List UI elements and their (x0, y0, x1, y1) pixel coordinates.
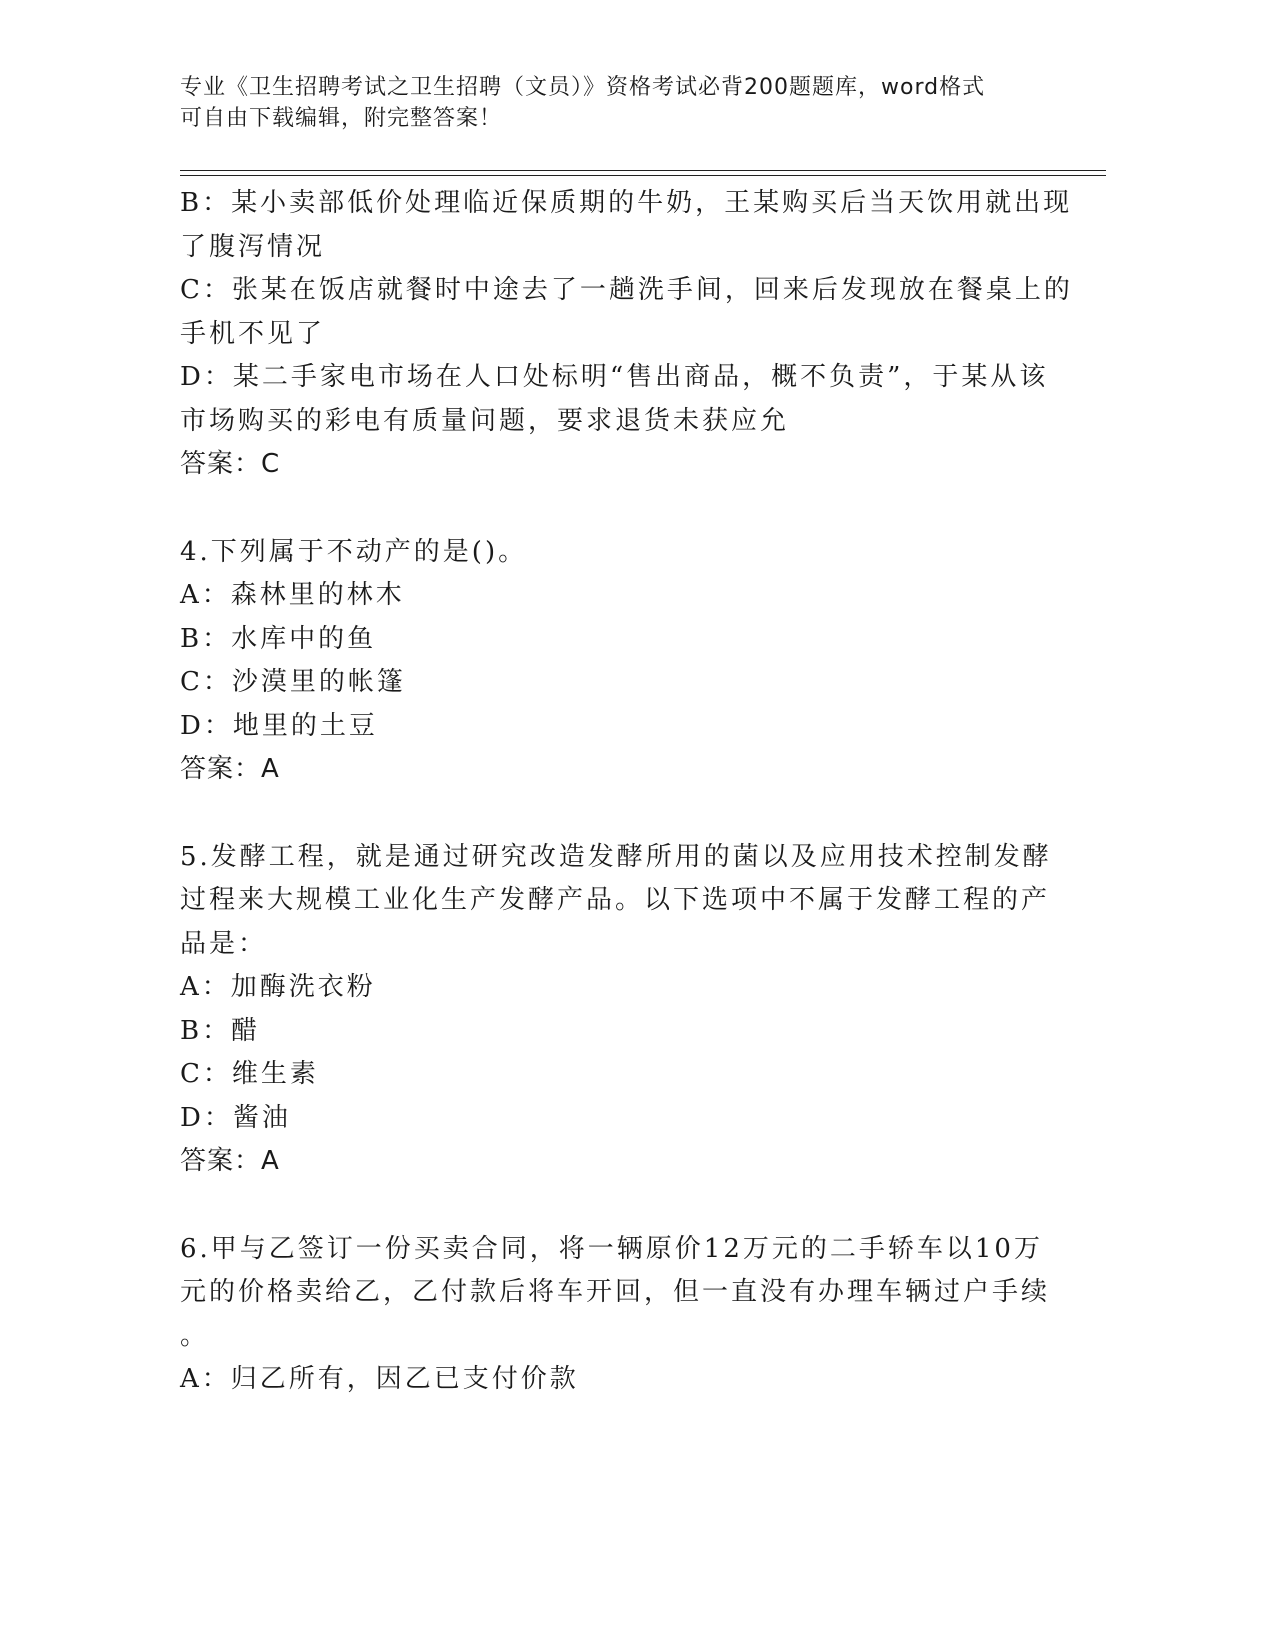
spacer (180, 487, 1050, 531)
option-d-line-1: D：某二手家电市场在人口处标明“售出商品，概不负责”，于某从该 (180, 362, 1049, 392)
question-stem-line-2: 过程来大规模工业化生产发酵产品。以下选项中不属于发酵工程的产 (180, 885, 1051, 915)
option-c-line-2: 手机不见了 (180, 318, 326, 349)
question-4 (180, 531, 1050, 792)
spacer (180, 792, 1050, 836)
option-d-line-2: 市场购买的彩电有质量问题，要求退货未获应允 (180, 405, 790, 436)
question-6 (180, 1228, 1050, 1402)
question-5 (180, 836, 1050, 1184)
question-stem-line-1: 6.甲与乙签订一份买卖合同，将一辆原价12万元的二手轿车以10万 (180, 1233, 1043, 1264)
question-stem: 4.下列属于不动产的是()。 (180, 536, 528, 567)
option-d: D：地里的土豆 (180, 710, 378, 741)
option-a: A：加酶洗衣粉 (180, 972, 376, 1002)
question-content (180, 182, 1073, 1402)
header-title-line-1: 专业《卫生招聘考试之卫生招聘（文员）》资格考试必背200题题库，word格式 (180, 75, 986, 100)
question-stem-line-1: 5.发酵工程，就是通过研究改造发酵所用的菌以及应用技术控制发酵 (180, 841, 1052, 872)
option-b: B：水库中的鱼 (180, 623, 377, 654)
answer-line: 答案：A (180, 754, 280, 784)
question-3 (180, 182, 1073, 487)
spacer (180, 1184, 1050, 1228)
option-b-line-1: B：某小卖部低价处理临近保质期的牛奶，王某购买后当天饮用就出现 (180, 188, 1073, 218)
option-c: C：维生素 (180, 1059, 319, 1089)
header-divider-bottom (180, 175, 1106, 176)
answer-line: 答案：C (180, 449, 281, 479)
option-b: B：醋 (180, 1015, 261, 1046)
question-stem-line-3: 。 (180, 1320, 210, 1351)
option-b-line-2: 了腹泻情况 (180, 231, 326, 262)
answer-line: 答案：A (180, 1146, 280, 1176)
option-d: D：酱油 (180, 1102, 291, 1133)
option-c: C：沙漠里的帐篷 (180, 667, 406, 697)
question-stem-line-3: 品是： (180, 928, 268, 959)
document-header (180, 72, 1040, 134)
question-stem-line-2: 元的价格卖给乙，乙付款后将车开回，但一直没有办理车辆过户手续 (180, 1277, 1051, 1307)
option-a: A：归乙所有，因乙已支付价款 (180, 1364, 579, 1394)
header-title-line-2: 可自由下载编辑，附完整答案！ (180, 106, 503, 131)
option-c-line-1: C：张某在饭店就餐时中途去了一趟洗手间，回来后发现放在餐桌上的 (180, 275, 1073, 305)
header-divider-top (180, 170, 1106, 171)
option-a: A：森林里的林木 (180, 580, 405, 610)
